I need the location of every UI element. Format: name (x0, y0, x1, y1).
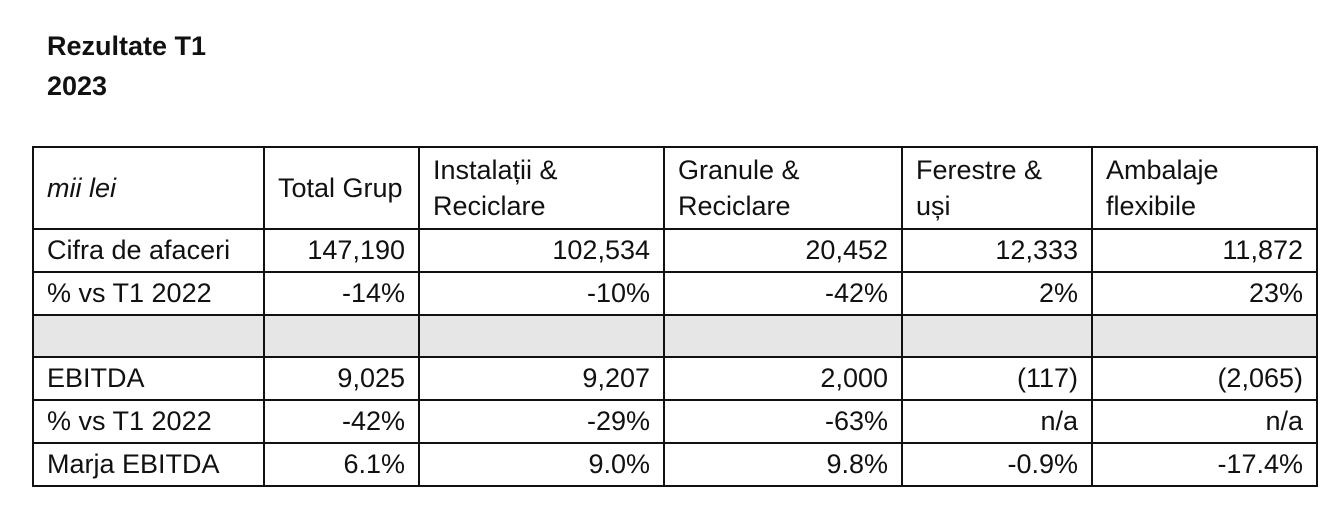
table-cell: -42% (664, 272, 902, 315)
table-cell: 9.0% (419, 443, 664, 486)
header-instalatii-reciclare: Instalații & Reciclare (419, 147, 664, 229)
table-row-revenue-change (33, 272, 1317, 315)
results-table (32, 146, 1318, 487)
table-cell: 20,452 (664, 229, 902, 272)
table-cell: n/a (902, 400, 1092, 443)
table-cell: -10% (419, 272, 664, 315)
spacer-cell (419, 315, 664, 357)
table-cell: 147,190 (264, 229, 419, 272)
header-ambalaje-flexibile: Ambalaje flexibile (1092, 147, 1317, 229)
table-cell: -29% (419, 400, 664, 443)
spacer-cell (902, 315, 1092, 357)
page-title (47, 26, 206, 106)
table-row-cifra-de-afaceri (33, 229, 1317, 272)
row-label: Marja EBITDA (33, 443, 264, 486)
table-cell: 12,333 (902, 229, 1092, 272)
table-row-ebitda-change (33, 400, 1317, 443)
table-cell: (2,065) (1092, 357, 1317, 400)
table-header-row (33, 147, 1317, 229)
table-cell: (117) (902, 357, 1092, 400)
table-row-ebitda (33, 357, 1317, 400)
table-cell: 23% (1092, 272, 1317, 315)
table-spacer-row (33, 315, 1317, 357)
table-cell: 102,534 (419, 229, 664, 272)
table-cell: -17.4% (1092, 443, 1317, 486)
table-cell: 11,872 (1092, 229, 1317, 272)
title-line-2: 2023 (47, 71, 108, 101)
spacer-cell (664, 315, 902, 357)
row-label: % vs T1 2022 (33, 400, 264, 443)
table-cell: 9,207 (419, 357, 664, 400)
table-cell: 9.8% (664, 443, 902, 486)
table-cell: -42% (264, 400, 419, 443)
header-granule-reciclare: Granule & Reciclare (664, 147, 902, 229)
table-cell: 9,025 (264, 357, 419, 400)
table-cell: 6.1% (264, 443, 419, 486)
spacer-cell (33, 315, 264, 357)
row-label: % vs T1 2022 (33, 272, 264, 315)
unit-label-cell: mii lei (33, 147, 264, 229)
table-cell: n/a (1092, 400, 1317, 443)
table-row-marja-ebitda (33, 443, 1317, 486)
spacer-cell (264, 315, 419, 357)
title-line-1: Rezultate T1 (47, 31, 207, 61)
row-label: Cifra de afaceri (33, 229, 264, 272)
header-total-grup: Total Grup (264, 147, 419, 229)
table-cell: -14% (264, 272, 419, 315)
row-label: EBITDA (33, 357, 264, 400)
spacer-cell (1092, 315, 1317, 357)
table-cell: -0.9% (902, 443, 1092, 486)
table-cell: 2,000 (664, 357, 902, 400)
header-ferestre-usi: Ferestre & uși (902, 147, 1092, 229)
table-cell: 2% (902, 272, 1092, 315)
table-cell: -63% (664, 400, 902, 443)
